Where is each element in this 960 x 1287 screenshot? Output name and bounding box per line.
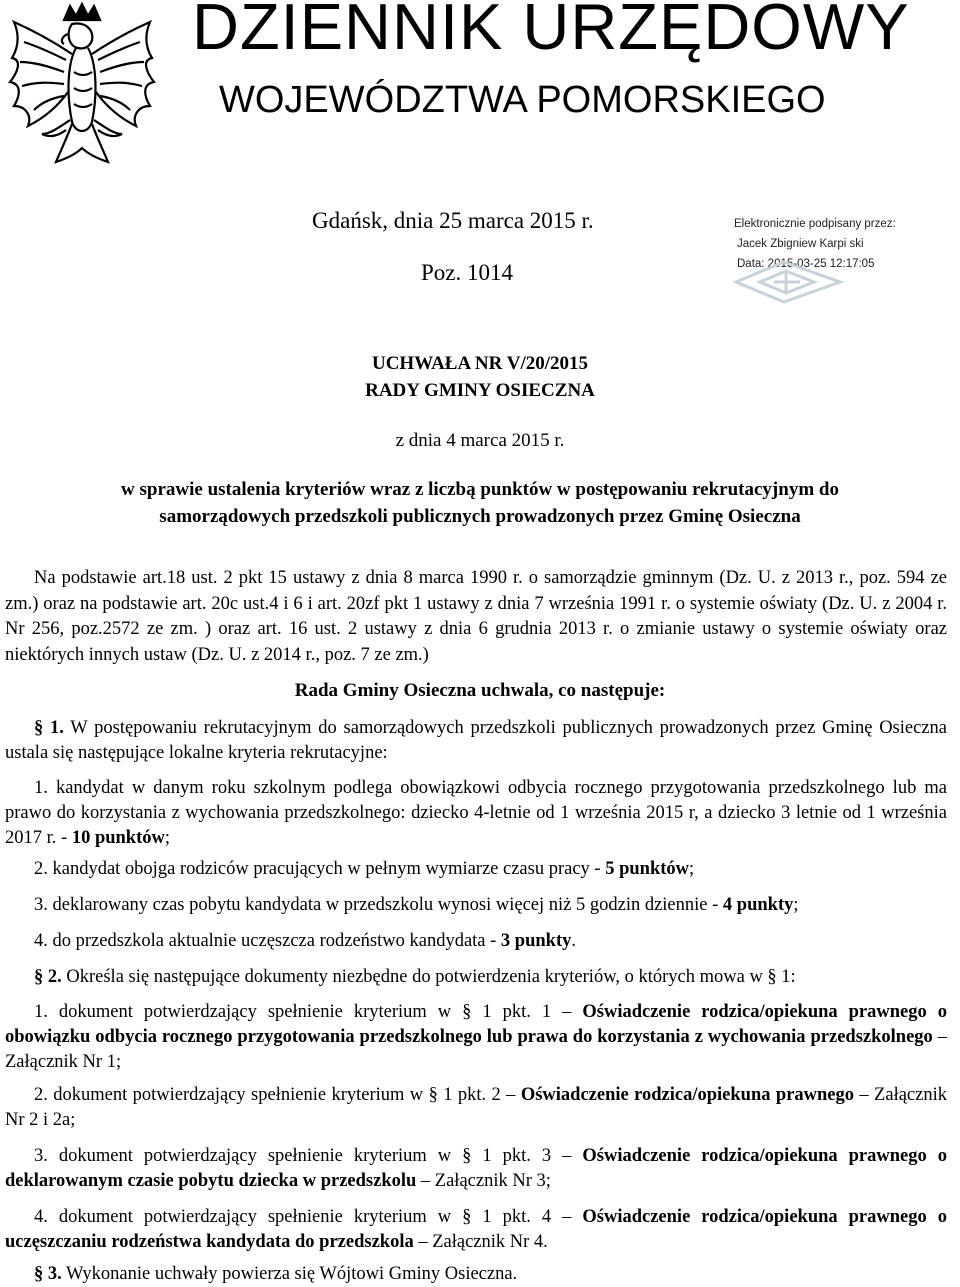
paragraph-1 [5, 716, 947, 766]
document-1-title: Oświadczenie rodzica/opiekuna prawnego o obowiązku odbycia rocznego przygotowania przedszkolnego lub prawa do korzystania z wychowania przedszkolnego [5, 1002, 947, 1047]
document-3: 3. dokument potwierdzający spełnienie kryterium w § 1 pkt. 3 – Oświadczenie rodzica/opiekuna prawnego o deklarowanym czasie pobytu dziecka w przedszkolu – Załącznik Nr 3; [5, 1146, 947, 1191]
criterion-4: 4. do przedszkola aktualnie uczęszcza rodzeństwo kandydata - 3 punkty. [34, 931, 576, 951]
journal-subtitle: WOJEWÓDZTWA POMORSKIEGO [219, 79, 826, 121]
document-2-title: Oświadczenie rodzica/opiekuna prawnego [520, 1085, 855, 1105]
council-decides: Rada Gminy Osieczna uchwala, co następuje: [294, 680, 666, 701]
criterion-1-points: 10 punktów [71, 828, 165, 848]
resolution-subject [0, 476, 960, 530]
subject-line-2: samorządowych przedszkoli publicznych prowadzonych przez Gminę Osieczna [159, 506, 801, 527]
document-1: 1. dokument potwierdzający spełnienie kryterium w § 1 pkt. 1 – Oświadczenie rodzica/opiekuna prawnego o obowiązku odbycia rocznego przygotowania przedszkolnego lub prawa do korzystania z wychowania przedszkolnego – Załącznik Nr 1; [5, 1002, 948, 1072]
paragraph-2-text: Określa się następujące dokumenty niezbędne do potwierdzenia kryteriów, o których mowa w § 1: [61, 967, 796, 987]
document-2: 2. dokument potwierdzający spełnienie kryterium w § 1 pkt. 2 – Oświadczenie rodzica/opiekuna prawnego – Załącznik Nr 2 i 2a; [5, 1085, 947, 1130]
paragraph-3 [5, 1262, 947, 1287]
legal-basis-text: Na podstawie art.18 ust. 2 pkt 15 ustawy z dnia 8 marca 1990 r. o samorządzie gminnym (Dz. U. z 2013 r., poz. 594 ze zm.) oraz na podstawie art. 20c ust.4 i 6 i art. 20zf pkt 1 ustawy z dnia 7 września 1991 r. o systemie oświaty (Dz. U. z 2004 r. Nr 256, poz.2572 ze zm. ) oraz art. 16 ust. 2 ustawy z dnia 6 grudnia 2013 r. o zmianie ustawy o systemie oświaty oraz niektórych innych ustaw (Dz. U. z 2014 r., poz. 7 ze zm.) [5, 568, 947, 665]
criterion-2-points: 5 punktów [605, 859, 690, 879]
position-number: Poz. 1014 [421, 260, 513, 285]
paragraph-1-text: W postępowaniu rekrutacyjnym do samorządowych przedszkoli publicznych prowadzonych przez Gminę Osieczna ustala się następujące lokalne kryteria rekrutacyjne: [5, 718, 947, 763]
criterion-2: 2. kandydat obojga rodziców pracujących w pełnym wymiarze czasu pracy - 5 punktów; [34, 859, 695, 879]
document-4-title: Oświadczenie rodzica/opiekuna prawnego o uczęszczaniu rodzeństwa kandydata do przedszkola [5, 1207, 947, 1252]
resolution-date: z dnia 4 marca 2015 r. [395, 430, 565, 451]
section-mark-3: § 3. [34, 1264, 62, 1284]
criterion-4-points: 3 punkty [500, 931, 572, 951]
signature-signer: Jacek Zbigniew Karpi ski [737, 238, 864, 250]
criterion-3: 3. deklarowany czas pobytu kandydata w przedszkolu wynosi więcej niż 5 godzin dziennie - 4 punkty; [34, 895, 799, 915]
eagle-emblem-icon [6, 2, 158, 174]
publication-city-date: Gdańsk, dnia 25 marca 2015 r. [312, 208, 594, 233]
resolution-council: RADY GMINY OSIECZNA [365, 380, 595, 401]
resolution-title [0, 350, 960, 404]
subject-line-1: w sprawie ustalenia kryteriów wraz z liczbą punktów w postępowaniu rekrutacyjnym do [121, 479, 839, 500]
document-4: 4. dokument potwierdzający spełnienie kryterium w § 1 pkt. 4 – Oświadczenie rodzica/opiekuna prawnego o uczęszczaniu rodzeństwa kandydata do przedszkola – Załącznik Nr 4. [5, 1207, 947, 1252]
legal-basis [5, 566, 947, 668]
signature-label: Elektronicznie podpisany przez: [734, 218, 896, 230]
journal-title: DZIENNIK URZĘDOWY [192, 0, 910, 63]
paragraph-2 [5, 965, 947, 990]
signature-date: Data: 2015-03-25 12:17:05 [737, 258, 875, 270]
section-mark-1: § 1. [34, 718, 64, 738]
section-mark-2: § 2. [34, 967, 62, 987]
paragraph-3-text: Wykonanie uchwały powierza się Wójtowi Gminy Osieczna. [61, 1264, 518, 1284]
criterion-3-points: 4 punkty [722, 895, 794, 915]
signature-verification-icon [730, 258, 846, 306]
resolution-number: UCHWAŁA NR V/20/2015 [371, 353, 589, 374]
document-3-title: Oświadczenie rodzica/opiekuna prawnego o deklarowanym czasie pobytu dziecka w przedszkolu [5, 1146, 947, 1191]
criterion-1: 1. kandydat w danym roku szkolnym podlega obowiązkowi odbycia rocznego przygotowania przedszkolnego lub ma prawo do korzystania z wychowania przedszkolnego: dziecko 4-letnie od 1 września 2015 r, a dziecko 3 letnie od 1 września 2017 r. - 10 punktów; [5, 778, 947, 848]
